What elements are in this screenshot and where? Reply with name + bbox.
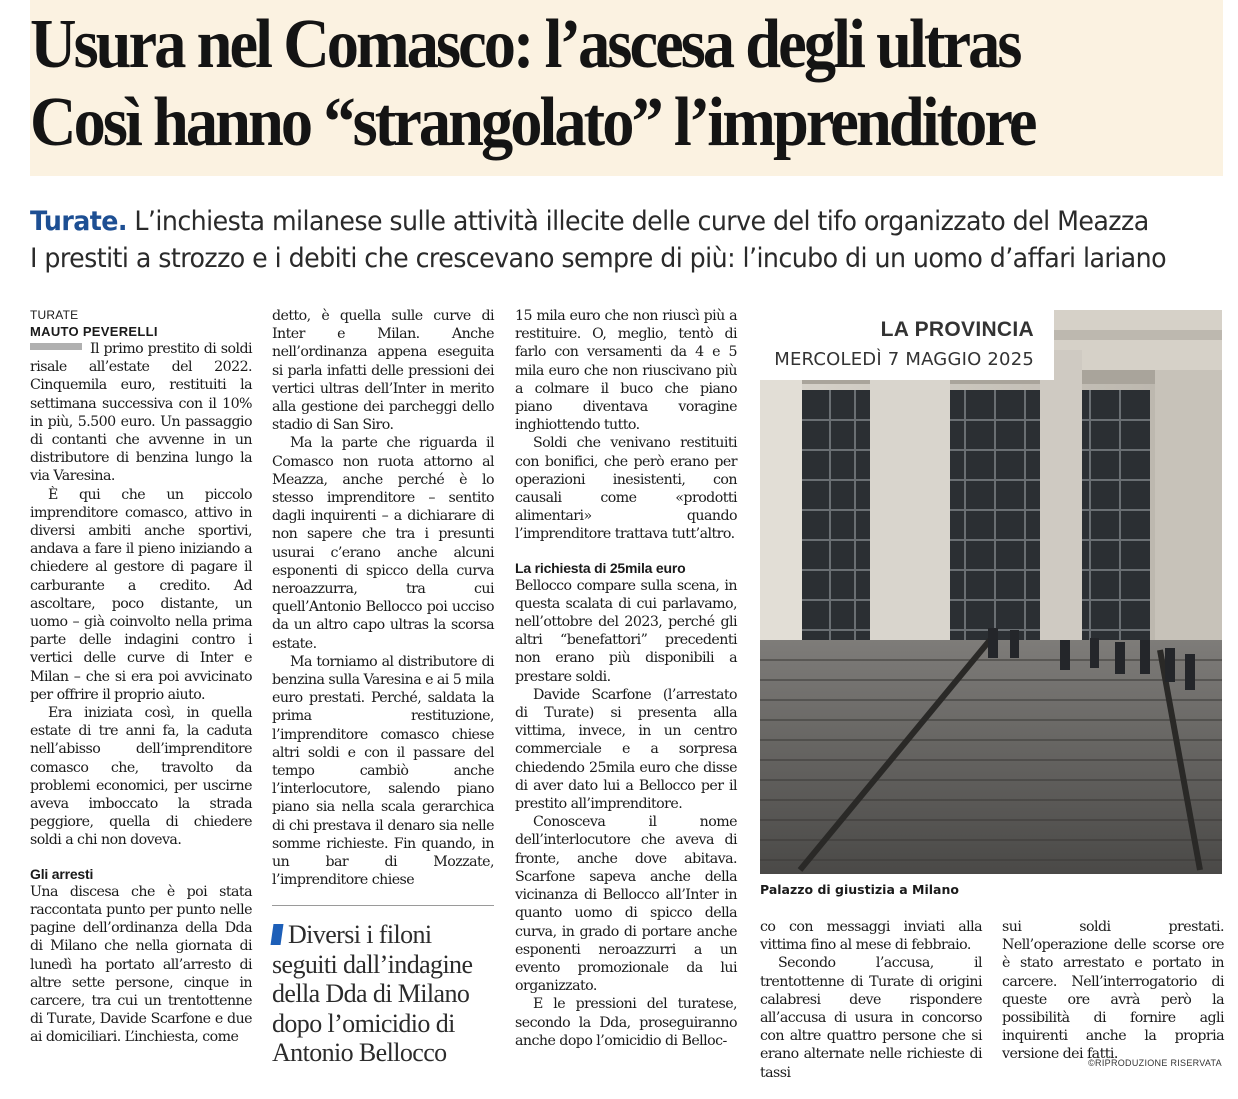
lead-bar: [30, 343, 82, 350]
article-column-4: [760, 918, 982, 1082]
photo-caption: Palazzo di giustizia a Milano: [760, 882, 959, 897]
headline-line-1: Usura nel Comasco: l’ascesa degli ultras: [30, 6, 1020, 83]
paragraph: Davide Scarfone (l’arrestato di Turate) si presenta alla vittima, invece, in un centro commerciale e a sorpresa chiedendo 25mila euro che disse di aver dato lui a Bellocco per il prestito all’imprenditore.: [515, 686, 737, 813]
newspaper-name: LA PROVINCIA: [880, 318, 1034, 341]
paragraph: Ma torniamo al distributore di benzina sulla Varesina e ai 5 mila euro prestati. Perché, saldata la prima restituzione, l’imprenditore comasco chiese altri soldi e con il passare del tempo cambiò anche l’interlocutore, salendo piano piano sia nella scala gerarchica di chi prestava il denaro sia nelle somme richieste. Fin quando, in un bar di Mozzate, l’imprenditore chiese: [272, 653, 494, 889]
paragraph: È qui che un piccolo imprenditore comasco, attivo in diversi ambiti anche sportivi, andava a fare il pieno iniziando a chiedere al gestore di pagare il carburante a credito. Ad ascoltare, poco distante, un uomo – già coinvolto nella prima parte delle indagini contro i vertici delle curve di Inter e Milan – che si era poi avvicinato per offrire il proprio aiuto.: [30, 486, 252, 703]
issue-date: MERCOLEDÌ 7 MAGGIO 2025: [774, 349, 1034, 370]
paragraph: Era iniziata così, in quella estate di tre anni fa, la caduta nell’abisso dell’imprenditore comasco che, travolto da problemi economici, per uscirne aveva imboccato la strada peggiore, quella di chiedere soldi a chi non doveva.: [30, 705, 252, 849]
article-column-2: [272, 307, 494, 890]
paragraph: Ma la parte che riguarda il Comasco non ruota attorno al Meazza, anche perché è lo stesso imprenditore – sentito dagli inquirenti – a dichiarare di non sapere che tra i presunti usurai c’erano anche alcuni esponenti di spicco della curva neroazzurra, tra cui quell’Antonio Bellocco poi ucciso da un altro capo ultras la scorsa estate.: [272, 435, 494, 652]
article-column-1: [30, 307, 252, 1047]
paragraph: Una discesa che è poi stata raccontata punto per punto nelle pagine dell’ordinanza della Dda di Milano che nella giornata di lunedì ha portato all’arresto di altre sette persone, cinque in carcere, tra cui un trentottenne di Turate, Davide Scarfone e due ai domiciliari. L’inchiesta, come: [30, 883, 252, 1046]
paragraph: sui soldi prestati. Nell’operazione delle scorse ore è stato arrestato e portato in carcere. Nell’interrogatorio di queste ore avrà però la possibilità di fornire agli inquirenti anche la propria versione dei fatti.: [1002, 919, 1224, 1063]
paragraph: Soldi che venivano restituiti con bonifici, che però erano per operazioni inesistenti, con causali come «prodotti alimentari» quando l’imprenditore trattava tutt’altro.: [515, 435, 737, 543]
paragraph: 15 mila euro che non riuscì più a restituire. O, meglio, tentò di farlo con versamenti da 4 e 5 mila euro che non riuscivano più a colmare il buco che piano piano diventava voragine inghiottendo tutto.: [515, 308, 737, 434]
courthouse-photo: [760, 310, 1222, 874]
paragraph: Secondo l’accusa, il trentottenne di Turate di origini calabresi deve rispondere all’accusa di usura in concorso con altre quattro persone che si erano alternate nelle richieste di tassi: [760, 955, 982, 1081]
subheadline: [30, 203, 1169, 277]
paragraph: Conosceva il nome dell’interlocutore che aveva di fronte, anche dove abitava. Scarfone sapeva anche della vicinanza di Bellocco all’Inter in quanto uomo di spicco della curva, in grado di portare anche esponenti neroazzurri a un evento promozionale da lui organizzato.: [515, 814, 737, 995]
courthouse-illustration: [760, 310, 1222, 874]
article-column-5: [1002, 918, 1224, 1064]
paragraph: Il primo prestito di soldi risale all’estate del 2022. Cinquemila euro, restituiti la settimana successiva con il 10% in più, 5.500 euro. Un passaggio di contanti che avvenne in un distributore di benzina lungo la via Varesina.: [30, 341, 252, 485]
pull-quote: Diversi i filoni seguiti dall’indagine della Dda di Milano dopo l’omicidio di Antonio Bellocco: [272, 905, 494, 1068]
article-column-3: [515, 307, 737, 1050]
paragraph: E le pressioni del turatese, secondo la Dda, proseguiranno anche dopo l’omicidio di Belloc-: [515, 996, 737, 1049]
copyright-notice: ©RIPRODUZIONE RISERVATA: [1088, 1058, 1222, 1068]
section-heading: Gli arresti: [30, 865, 94, 882]
paragraph: detto, è quella sulle curve di Inter e Milan. Anche nell’ordinanza appena eseguita si parla infatti delle pressioni dei vertici ultras dell’Inter in merito alla gestione dei parcheggi dello stadio di San Siro.: [272, 308, 494, 434]
subhead-line-2: I prestiti a strozzo e i debiti che crescevano sempre di più: l’incubo di un uomo d’affari lariano: [30, 243, 1166, 274]
kicker: TURATE: [30, 308, 79, 322]
subhead-line-1: L’inchiesta milanese sulle attività illecite delle curve del tifo organizzato del Meazza: [126, 206, 1149, 237]
author: MAUTO PEVERELLI: [30, 324, 158, 339]
dateline-place: Turate.: [30, 206, 127, 237]
section-heading: La richiesta di 25mila euro: [515, 559, 686, 576]
paragraph: co con messaggi inviati alla vittima fino al mese di febbraio.: [760, 919, 982, 954]
headline-line-2: Così hanno “strangolato” l’imprenditore: [30, 84, 1035, 161]
headline: [30, 6, 1128, 162]
paragraph: Bellocco compare sulla scena, in questa scalata di cui parlavamo, nell’ottobre del 2023, perché gli altri “benefattori” precedenti non erano più disponibili a prestare soldi.: [515, 577, 737, 685]
masthead: [760, 310, 1054, 380]
quote-marker: [271, 924, 284, 945]
